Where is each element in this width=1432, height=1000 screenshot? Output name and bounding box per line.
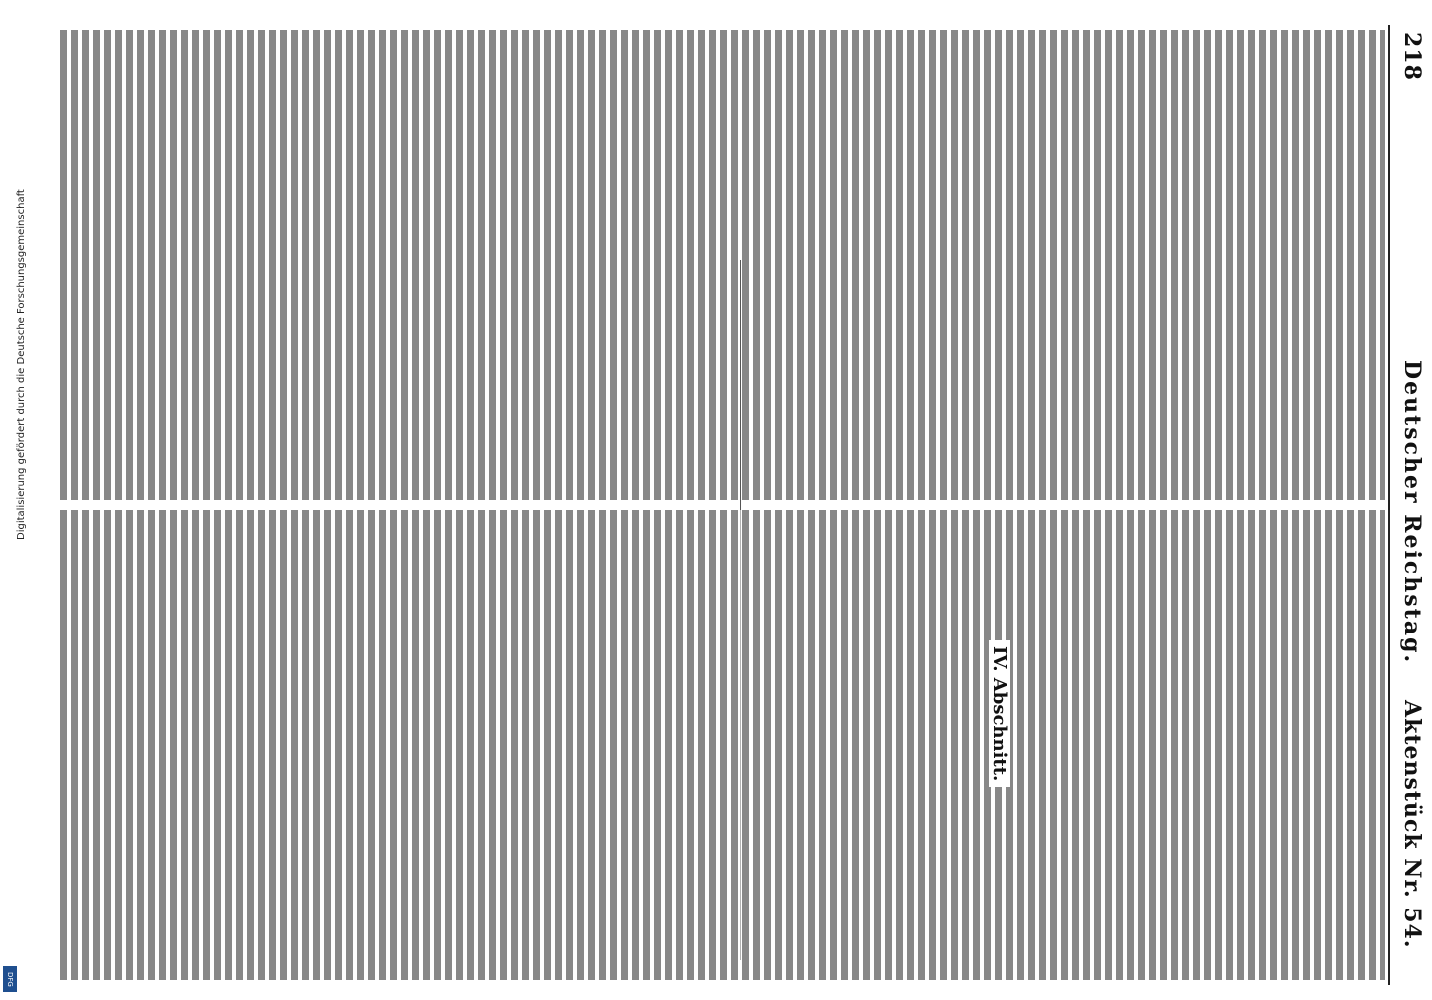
- header-rule: [1388, 25, 1390, 985]
- section-heading: IV. Abschnitt.: [989, 640, 1010, 787]
- text-lines: [60, 510, 1385, 980]
- text-column-right: [60, 510, 1385, 980]
- page-number: 218: [1399, 32, 1425, 81]
- text-column-left: [60, 30, 1385, 500]
- text-lines: [60, 30, 1385, 500]
- page-title: Deutscher Reichstag.: [1399, 360, 1425, 665]
- dfg-logo-icon: DFG: [3, 966, 17, 992]
- document-reference: Aktenstück Nr. 54.: [1399, 700, 1425, 949]
- digitization-note: Digitalisierung gefördert durch die Deutsche Forschungsgemeinschaft: [16, 189, 27, 540]
